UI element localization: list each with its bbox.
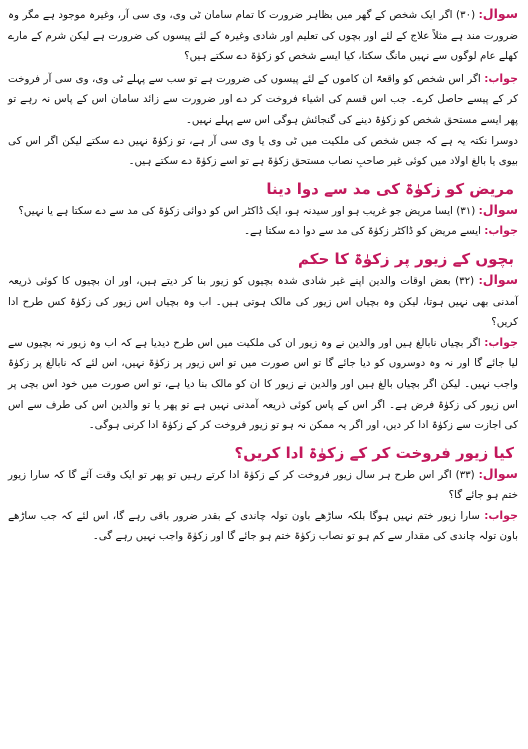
question-number: (۳۳) (455, 468, 475, 481)
section-heading: کیا زیور فروخت کر کے زکوٰۃ ادا کریں؟ (234, 443, 514, 462)
answer-label: جواب (488, 508, 518, 522)
question-label: سوال (482, 465, 518, 481)
answer-30: جواب: اگر اس شخص کو واقعۃً ان کاموں کے لئے پیسوں کی ضرورت ہے تو سب سے پہلے ٹی وی، وی سی آر فروخت کر کے پیسے حاصل کرے۔ جب اس قسم کی اشیاء فروخت کر دے اور ضرورت سے زائد سامان اس کے پاس نہ رہے تو پھر ایسے مستحق شخص کو زکوٰۃ دینے کی گنجائش ہوگی اس سے پہلے نہیں۔ (8, 71, 518, 126)
question-33: سوال: (۳۳) اگر اس طرح ہر سال زیور فروخت کر کے زکوٰۃ ادا کرتے رہیں تو پھر تو ایک وقت آئے گا کہ سارا زیور ختم ہو جائے گا؟ (8, 465, 518, 502)
question-text: بعض اوقات والدین اپنے غیر شادی شدہ بچیوں کو زیور بنا کر دیتے ہیں، اور ان بچیوں کا کوئی ذریعہ آمدنی بھی نہیں ہوتا، لیکن وہ بچیاں اس زیور کی مالک ہوتی ہیں۔ اب وہ بچیاں اس زیور کی زکوٰۃ کس طرح ادا کریں؟ (8, 274, 518, 329)
answer-text: اگر اس شخص کو واقعۃً ان کاموں کے لئے پیسوں کی ضرورت ہے تو سب سے پہلے ٹی وی، وی سی آر فروخت کر کے پیسے حاصل کرے۔ جب اس قسم کی اشیاء فروخت کر دے اور ضرورت سے زائد سامان اس کے پاس نہ رہے تو پھر ایسے مستحق شخص کو زکوٰۃ دینے کی گنجائش ہوگی اس سے پہلے نہیں۔ (8, 72, 518, 126)
question-number: (۳۱) (456, 204, 476, 217)
question-30: سوال: (۳۰) اگر ایک شخص کے گھر میں بظاہر ضرورت کا تمام سامان ٹی وی، وی سی آر، وغیرہ موجود ہے مگر وہ ضرورت مند ہے مثلاً علاج کے لئے اور بچوں کی تعلیم اور شادی وغیرہ کے لئے پیسوں کی ضرورت ہے لیکن شرم کے مارے کھلے عام لوگوں سے نہیں مانگ سکتا، کیا ایسے شخص کو زکوٰۃ دے سکتے ہیں؟ (8, 6, 519, 63)
answer-label: جواب (488, 335, 518, 349)
question-number: (۳۰) (456, 9, 476, 21)
answer-text: اگر بچیاں نابالغ ہیں اور والدین نے وہ زیور ان کی ملکیت میں اس طرح دیدیا ہے کہ اب وہ زیور نہ بچیوں سے لیا جائے گا اور نہ وہ دوسروں کو دیا جائے گا تو اس صورت میں تو اس زیور پر زکوٰۃ نہیں، اس لئے کہ نابالغ پر زکوٰۃ واجب نہیں۔ لیکن اگر بچیاں بالغ ہیں اور والدین نے زیور کا ان کو مالک بنا دیا ہے، تو اس صورت میں خود اس بچی پر اس زیور کی زکوٰۃ فرض ہے۔ اگر اس کے پاس کوئی ذریعہ آمدنی نہیں ہے تو پھر یا تو والدین اس کی طرف سے اس کی اجازت سے زکوٰۃ ادا کر دیں، اور اگر یہ ممکن نہ ہو تو زیور فروخت کر کے زکوٰۃ ادا کرنی ہوگی۔ (8, 336, 518, 432)
answer-text: سارا زیور ختم نہیں ہوگا بلکہ ساڑھے باون تولہ چاندی کے بقدر ضرور باقی رہے گا، اس لئے کہ جب ساڑھے باون تولہ چاندی کی مقدار سے کم ہو تو نصاب زکوٰۃ ختم ہو جائے گا اور زکوٰۃ واجب نہیں رہے گی۔ (8, 509, 518, 543)
question-label: سوال (482, 271, 519, 287)
question-text: ایسا مریض جو غریب ہو اور سیدنہ ہو، ایک ڈاکٹر اس کو دوائی زکوٰۃ کی مد سے دے سکتا ہے یا نہیں؟ (18, 204, 453, 217)
section-heading-wrap (8, 172, 518, 200)
question-text: اگر ایک شخص کے گھر میں بظاہر ضرورت کا تمام سامان ٹی وی، وی سی آر، وغیرہ موجود ہے مگر وہ ضرورت مند ہے مثلاً علاج کے لئے اور بچوں کی تعلیم اور شادی وغیرہ کے لئے پیسوں کی ضرورت ہے لیکن شرم کے مارے کھلے عام لوگوں سے نہیں مانگ سکتا، کیا ایسے شخص کو زکوٰۃ دے سکتے ہیں؟ (8, 9, 518, 63)
answer-30-continued (8, 131, 518, 172)
question-label: سوال (482, 201, 518, 217)
answer-31: جواب: ایسے مریض کو ڈاکٹر زکوٰۃ کی مد سے دوا دے سکتا ہے۔ (243, 224, 518, 238)
question-32: سوال: (۳۲) بعض اوقات والدین اپنے غیر شادی شدہ بچیوں کو زیور بنا کر دیتے ہیں، اور ان بچیوں کا کوئی ذریعہ آمدنی بھی نہیں ہوتا، لیکن وہ بچیاں اس زیور کی مالک ہوتی ہیں۔ اب وہ بچیاں اس زیور کی زکوٰۃ کس طرح ادا کریں؟ (8, 271, 519, 329)
answer-33: جواب: سارا زیور ختم نہیں ہوگا بلکہ ساڑھے باون تولہ چاندی کے بقدر ضرور باقی رہے گا، اس لئے کہ جب ساڑھے باون تولہ چاندی کی مقدار سے کم ہو تو نصاب زکوٰۃ ختم ہو جائے گا اور زکوٰۃ واجب نہیں رہے گی۔ (8, 508, 518, 543)
section-heading: مریض کو زکوٰۃ کی مد سے دوا دینا (266, 179, 514, 198)
question-label: سوال (482, 6, 519, 21)
answer-32: جواب: اگر بچیاں نابالغ ہیں اور والدین نے وہ زیور ان کی ملکیت میں اس طرح دیدیا ہے کہ اب وہ زیور نہ بچیوں سے لیا جائے گا اور نہ وہ دوسروں کو دیا جائے گا تو اس صورت میں تو اس زیور پر زکوٰۃ نہیں، اس لئے کہ نابالغ پر زکوٰۃ واجب نہیں۔ لیکن اگر بچیاں بالغ ہیں اور والدین نے زیور کا ان کو مالک بنا دیا ہے، تو اس صورت میں خود اس بچی پر اس زیور کی زکوٰۃ فرض ہے۔ اگر اس کے پاس کوئی ذریعہ آمدنی نہیں ہے تو پھر یا تو والدین اس کی طرف سے اس کی اجازت سے زکوٰۃ ادا کر دیں، اور اگر یہ ممکن نہ ہو تو زیور فروخت کر کے زکوٰۃ ادا کرنی ہوگی۔ (8, 335, 518, 432)
answer-label: جواب (488, 71, 518, 85)
section-heading-wrap (8, 436, 518, 464)
section-heading: بچوں کے زیور پر زکوٰۃ کا حکم (298, 249, 514, 268)
question-number: (۳۲) (455, 274, 475, 287)
question-text: اگر اس طرح ہر سال زیور فروخت کر کے زکوٰۃ ادا کرتے رہیں تو پھر تو ایک وقت آئے گا کہ سارا زیور ختم ہو جائے گا؟ (8, 468, 518, 502)
answer-text: ایسے مریض کو ڈاکٹر زکوٰۃ کی مد سے دوا دے سکتا ہے۔ (243, 225, 481, 238)
answer-label: جواب (488, 224, 518, 238)
answer-text: دوسرا نکتہ یہ ہے کہ جس شخص کی ملکیت میں ٹی وی یا وی سی آر ہے، تو زکوٰۃ نہیں دے سکتے لیکن اگر اس کی بیوی یا بالغ اولاد میں کوئی غیر صاحبِ نصاب مستحق زکوٰۃ ہے تو اسے زکوٰۃ دے سکتے ہیں۔ (8, 134, 518, 168)
section-heading-wrap (8, 242, 518, 270)
question-31: سوال: (۳۱) ایسا مریض جو غریب ہو اور سیدنہ ہو، ایک ڈاکٹر اس کو دوائی زکوٰۃ کی مد سے دے سکتا ہے یا نہیں؟ (18, 201, 518, 217)
